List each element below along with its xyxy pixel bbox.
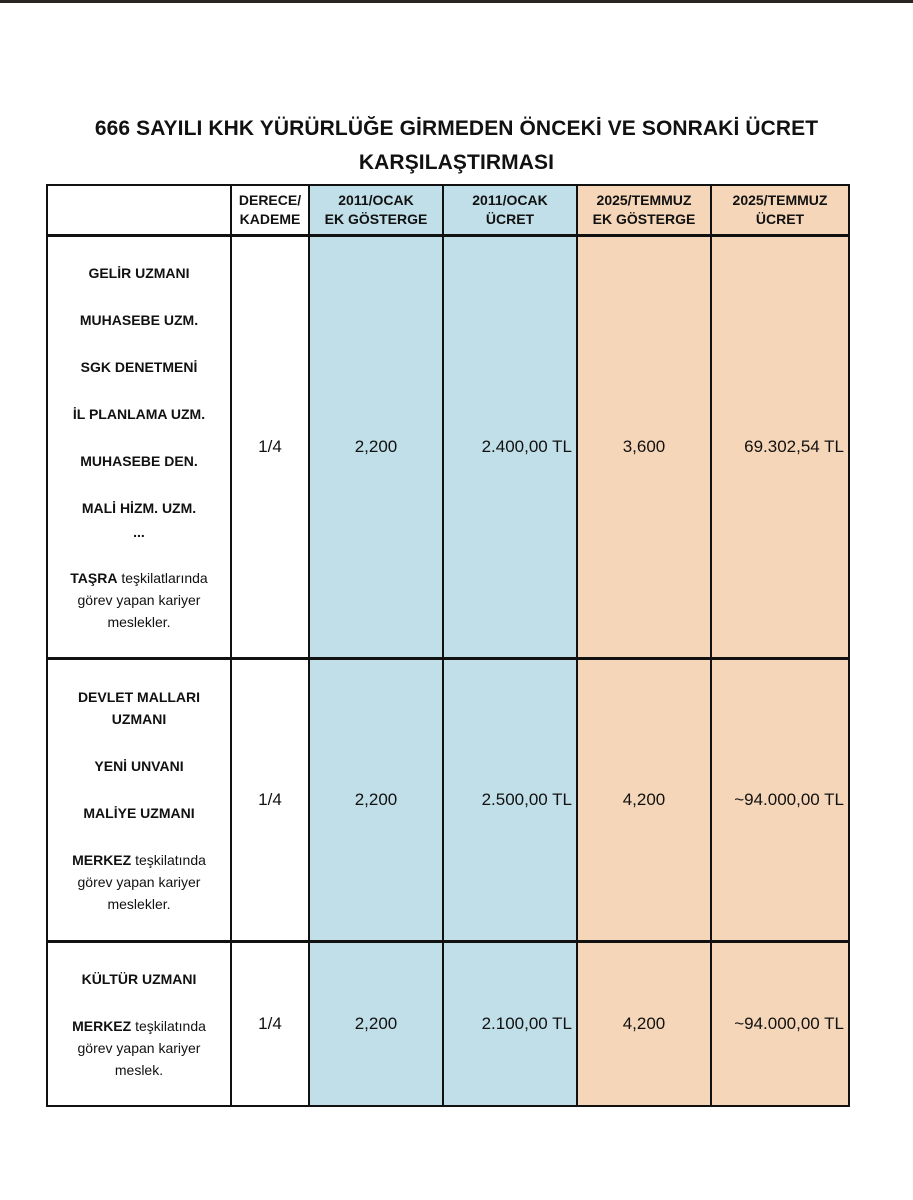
derece-value: 1/4 (231, 659, 309, 942)
gosterge-2025-value: 4,200 (577, 942, 711, 1107)
gosterge-2025-value: 3,600 (577, 236, 711, 659)
header-2025-gosterge-line2: EK GÖSTERGE (592, 211, 696, 227)
position-title: DEVLET MALLARI (77, 688, 201, 705)
ucret-2011-value: 2.500,00 TL (443, 659, 577, 942)
title-line-2: KARŞILAŞTIRMASI (358, 151, 555, 174)
ucret-2011-value: 2.100,00 TL (443, 942, 577, 1107)
header-2025-gosterge-line1: 2025/TEMMUZ (596, 192, 692, 208)
header-2011-gosterge-line2: EK GÖSTERGE (324, 211, 428, 227)
note-bold: MERKEZ (72, 851, 132, 868)
header-2025-ucret-line2: ÜCRET (755, 211, 805, 227)
note-text: teşkilatlarında (117, 569, 208, 586)
row-description-cell (47, 942, 231, 1107)
organization-note (48, 849, 230, 871)
position-title: MUHASEBE UZM. (79, 311, 199, 328)
note-line: meslekler. (107, 895, 171, 912)
ellipsis-text: ... (133, 523, 145, 540)
position-title: İL PLANLAMA UZM. (72, 405, 206, 422)
row-description-cell (47, 236, 231, 659)
ucret-2025-value: ~94.000,00 TL (711, 942, 849, 1107)
top-border-bar (0, 0, 913, 3)
header-row (47, 185, 849, 236)
page-title (30, 112, 883, 180)
position-title: YENİ UNVANI (94, 757, 184, 774)
gosterge-2025-value: 4,200 (577, 659, 711, 942)
position-title: SGK DENETMENİ (80, 358, 198, 375)
note-text: teşkilatında (131, 851, 206, 868)
position-title: KÜLTÜR UZMANI (81, 970, 197, 987)
table-row (47, 236, 849, 659)
note-line: meslekler. (107, 613, 171, 630)
row-description-cell (47, 659, 231, 942)
ucret-2025-value: ~94.000,00 TL (711, 659, 849, 942)
note-bold: MERKEZ (72, 1017, 132, 1034)
header-empty-cell (47, 185, 231, 236)
header-2011-ek-gosterge (309, 185, 443, 236)
gosterge-2011-value: 2,200 (309, 659, 443, 942)
position-title: MALİYE UZMANI (83, 804, 195, 821)
position-title: MALİ HİZM. UZM. (81, 499, 197, 516)
note-line: görev yapan kariyer (77, 591, 201, 608)
position-title: MUHASEBE DEN. (80, 452, 198, 469)
position-title: UZMANI (111, 710, 167, 727)
ucret-2025-value: 69.302,54 TL (711, 236, 849, 659)
note-line: görev yapan kariyer (77, 1039, 201, 1056)
derece-value: 1/4 (231, 236, 309, 659)
ucret-2011-value: 2.400,00 TL (443, 236, 577, 659)
table-row (47, 659, 849, 942)
note-line: meslek. (114, 1061, 164, 1078)
gosterge-2011-value: 2,200 (309, 236, 443, 659)
header-2025-ucret-line1: 2025/TEMMUZ (732, 192, 828, 208)
gosterge-2011-value: 2,200 (309, 942, 443, 1107)
derece-value: 1/4 (231, 942, 309, 1107)
organization-note (48, 1015, 230, 1037)
position-title: GELİR UZMANI (88, 264, 190, 281)
comparison-table (46, 184, 850, 1107)
header-2011-gosterge-line1: 2011/OCAK (338, 192, 414, 208)
note-text: teşkilatında (131, 1017, 206, 1034)
note-line: görev yapan kariyer (77, 873, 201, 890)
header-derece-line2: KADEME (239, 211, 301, 227)
header-derece-line1: DERECE/ (238, 192, 302, 208)
header-2011-ucret (443, 185, 577, 236)
table-row (47, 942, 849, 1107)
header-2011-ucret-line2: ÜCRET (485, 211, 535, 227)
note-bold: TAŞRA (70, 569, 118, 586)
header-2025-ek-gosterge (577, 185, 711, 236)
title-line-1: 666 SAYILI KHK YÜRÜRLÜĞE GİRMEDEN ÖNCEKİ VE SONRAKİ ÜCRET (94, 117, 819, 140)
header-2025-ucret (711, 185, 849, 236)
header-2011-ucret-line1: 2011/OCAK (472, 192, 548, 208)
header-derece-kademe (231, 185, 309, 236)
organization-note (48, 567, 230, 589)
